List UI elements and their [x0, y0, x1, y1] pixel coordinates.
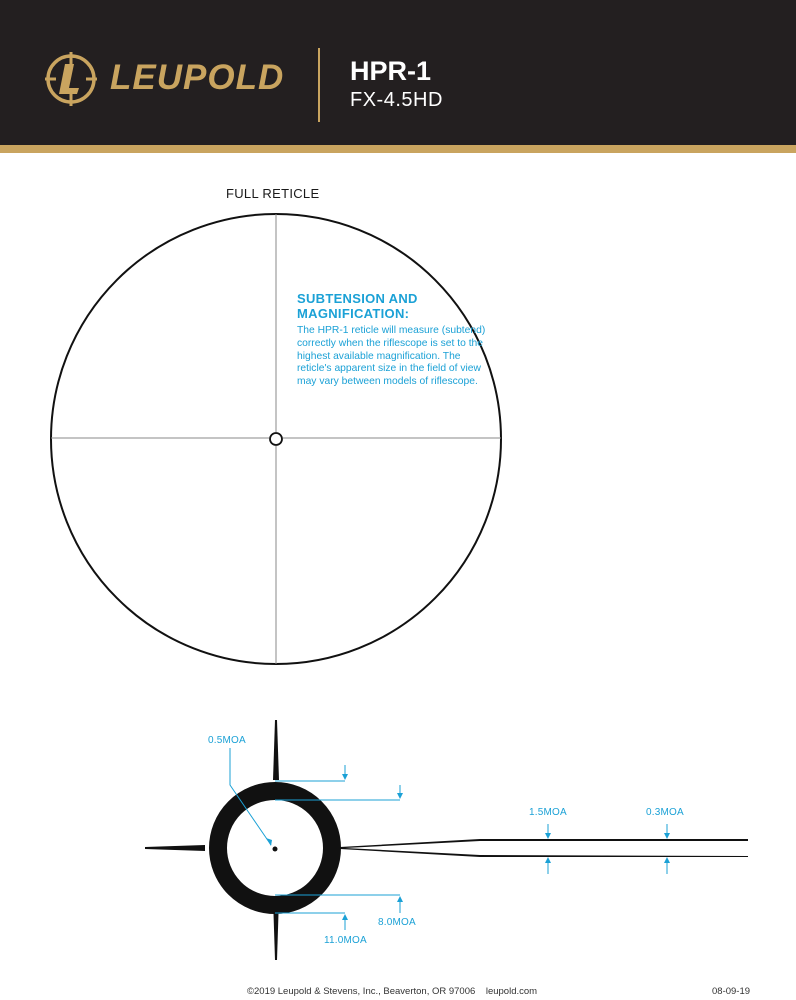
label-outer-circle: 11.0MOA [324, 935, 367, 946]
note-body: The HPR-1 reticle will measure (subtend) correctly when the riflescope is set to the highest available magnification. The reticle's apparent size in the field of view may vary between models of riflescope. [297, 325, 486, 388]
footer-date: 08-09-19 [712, 986, 751, 997]
scope-name: FX-4.5HD [350, 89, 443, 111]
label-thick-post: 1.5MOA [529, 807, 567, 818]
detail-top-post [273, 720, 279, 780]
full-reticle-label: FULL RETICLE [226, 186, 320, 201]
note-title-line-1: SUBTENSION AND [297, 291, 418, 306]
detail-left-post [145, 845, 205, 851]
detail-center-dot [273, 847, 278, 852]
note-title [297, 291, 497, 321]
reticle-center-ring [270, 433, 282, 445]
label-thin-post: 0.3MOA [646, 807, 684, 818]
footer-copyright: ©2019 Leupold & Stevens, Inc., Beaverton, OR 97006 leupold.com [247, 986, 538, 997]
model-name: HPR-1 [350, 56, 432, 86]
note-title-line-2: MAGNIFICATION: [297, 306, 410, 321]
label-center-dot: 0.5MOA [208, 735, 246, 746]
label-inner-circle: 8.0MOA [378, 917, 416, 928]
detail-right-post [340, 839, 748, 857]
brand-name: LEUPOLD [110, 58, 285, 97]
